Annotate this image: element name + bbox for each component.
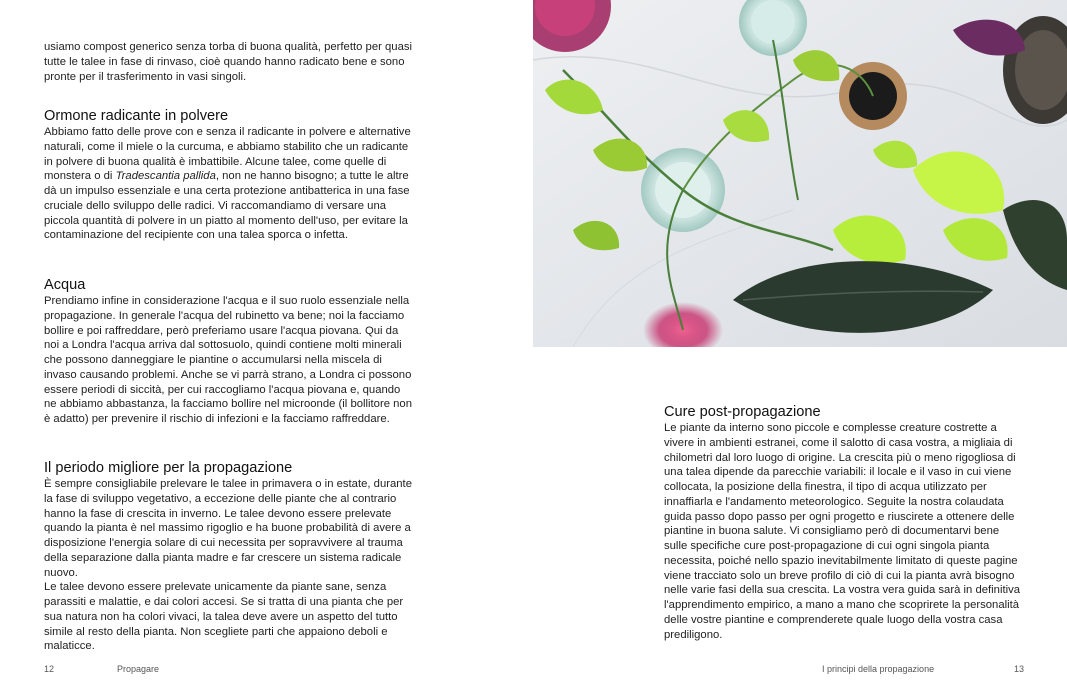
plants-illustration — [533, 0, 1067, 347]
running-title: I principi della propagazione — [822, 664, 935, 674]
section-post-propagation — [664, 404, 1024, 642]
section-body: Abbiamo fatto delle prove con e senza il radicante in polvere e alternative naturali, come il miele o la curcuma, e abbiamo stabilito che un radicante in polvere di buona qualità è imbattibile. Alcune talee, come quelle di monstera o di Tradescantia pallida, non ne hanno bisogno; a tutte le altre dà un impulso essenziale e una certa protezione antibatterica in una fase cruciale dello sviluppo delle radici. Vi raccomandiamo di versare una piccola quantità di polvere in un piatto al momento dell'uso, per evitare la contaminazione del recipiente con una talea sporca o infetta. — [44, 126, 411, 242]
species-name: Tradescantia pallida — [115, 170, 216, 183]
section-rooting-hormone — [44, 108, 416, 243]
section-body: È sempre consigliabile prelevare le talee in primavera o in estate, durante la fase di sviluppo vegetativo, a eccezione delle piante che al contrario hanno la fase di crescita in inverno. Le talee devono essere prelevate quando la pianta è nel massimo rigoglio e ha buone probabilità di avere a disposizione l'energia solare di cui necessita per sopravvivere al trauma della separazione dalla pianta madre e far crescere un sistema radicale nuovo. — [44, 478, 412, 579]
page-number: 13 — [1014, 664, 1025, 674]
section-best-period — [44, 460, 416, 654]
section-heading: Ormone radicante in polvere — [44, 108, 229, 124]
left-page — [0, 0, 533, 700]
plant-photo — [533, 0, 1067, 347]
intro-paragraph-block — [44, 40, 416, 84]
right-page — [533, 0, 1067, 700]
section-heading: Cure post-propagazione — [664, 404, 821, 420]
section-body: Prendiamo infine in considerazione l'acqua e il suo ruolo essenziale nella propagazione. In generale l'acqua del rubinetto va bene; noi la facciamo bollire e poi raffreddare, però preferiamo usare l'acqua piovana. Qui da noi a Londra l'acqua arriva dal sottosuolo, quindi contiene molti minerali che possono danneggiare le piantine o accumularsi nella miscela di invaso causando problemi. Anche se vi parrà strano, a Londra ci possono essere periodi di siccità, per cui raccogliamo l'acqua piovana e, quando ne abbiamo abbastanza, la facciamo bollire nel microonde (il bollitore non è adatto) per prevenire il rischio di infezioni e la facciamo raffreddare. — [44, 295, 412, 425]
section-body: Le piante da interno sono piccole e complesse creature costrette a vivere in ambienti estranei, come il salotto di casa vostra, a migliaia di chilometri dal loro luogo di origine. La crescita più o meno rigogliosa di una talea dipende da parecchie variabili: il locale e il vaso in cui viene collocata, la posizione della finestra, il tipo di acqua utilizzato per innaffiarla e l'andamento meteorologico. Seguite la nostra colaudata guida passo dopo passo per ogni progetto e riuscirete a ottenere delle piantine in buona salute. Vi consigliamo però di documentarvi bene sulle specifiche cure post-propagazione di cui ogni singola pianta necessita, poiché nello spazio inevitabilmente limitato di queste pagine viene tracciato solo un breve profilo di ciò di cui la pianta avrà bisogno nelle varie fasi della sua crescita. La vostra vera guida sarà in definitiva l'apprendimento empirico, a mano a mano che scoprirete la personalità delle vostre piantine e comprenderete quale luogo della vostra casa prediligono. — [664, 422, 1021, 641]
running-title: Propagare — [117, 664, 160, 674]
intro-paragraph: usiamo compost generico senza torba di buona qualità, perfetto per quasi tutte le talee in fase di rinvaso, cioè quando hanno radicato bene e sono pronte per il trasferimento in vasi singoli. — [44, 41, 413, 83]
section-body: Le talee devono essere prelevate unicamente da piante sane, senza parassiti e malattie, e dai colori accesi. Se si tratta di una pianta che per sua natura non ha colori vivaci, la talea deve avere un aspetto del tutto simile al resto della pianta. Non scegliete parti che appaiono deboli e malaticce. — [44, 581, 404, 653]
section-heading: Acqua — [44, 277, 86, 293]
section-heading: Il periodo migliore per la propagazione — [44, 460, 293, 476]
page-number: 12 — [44, 664, 55, 674]
section-water — [44, 277, 416, 427]
